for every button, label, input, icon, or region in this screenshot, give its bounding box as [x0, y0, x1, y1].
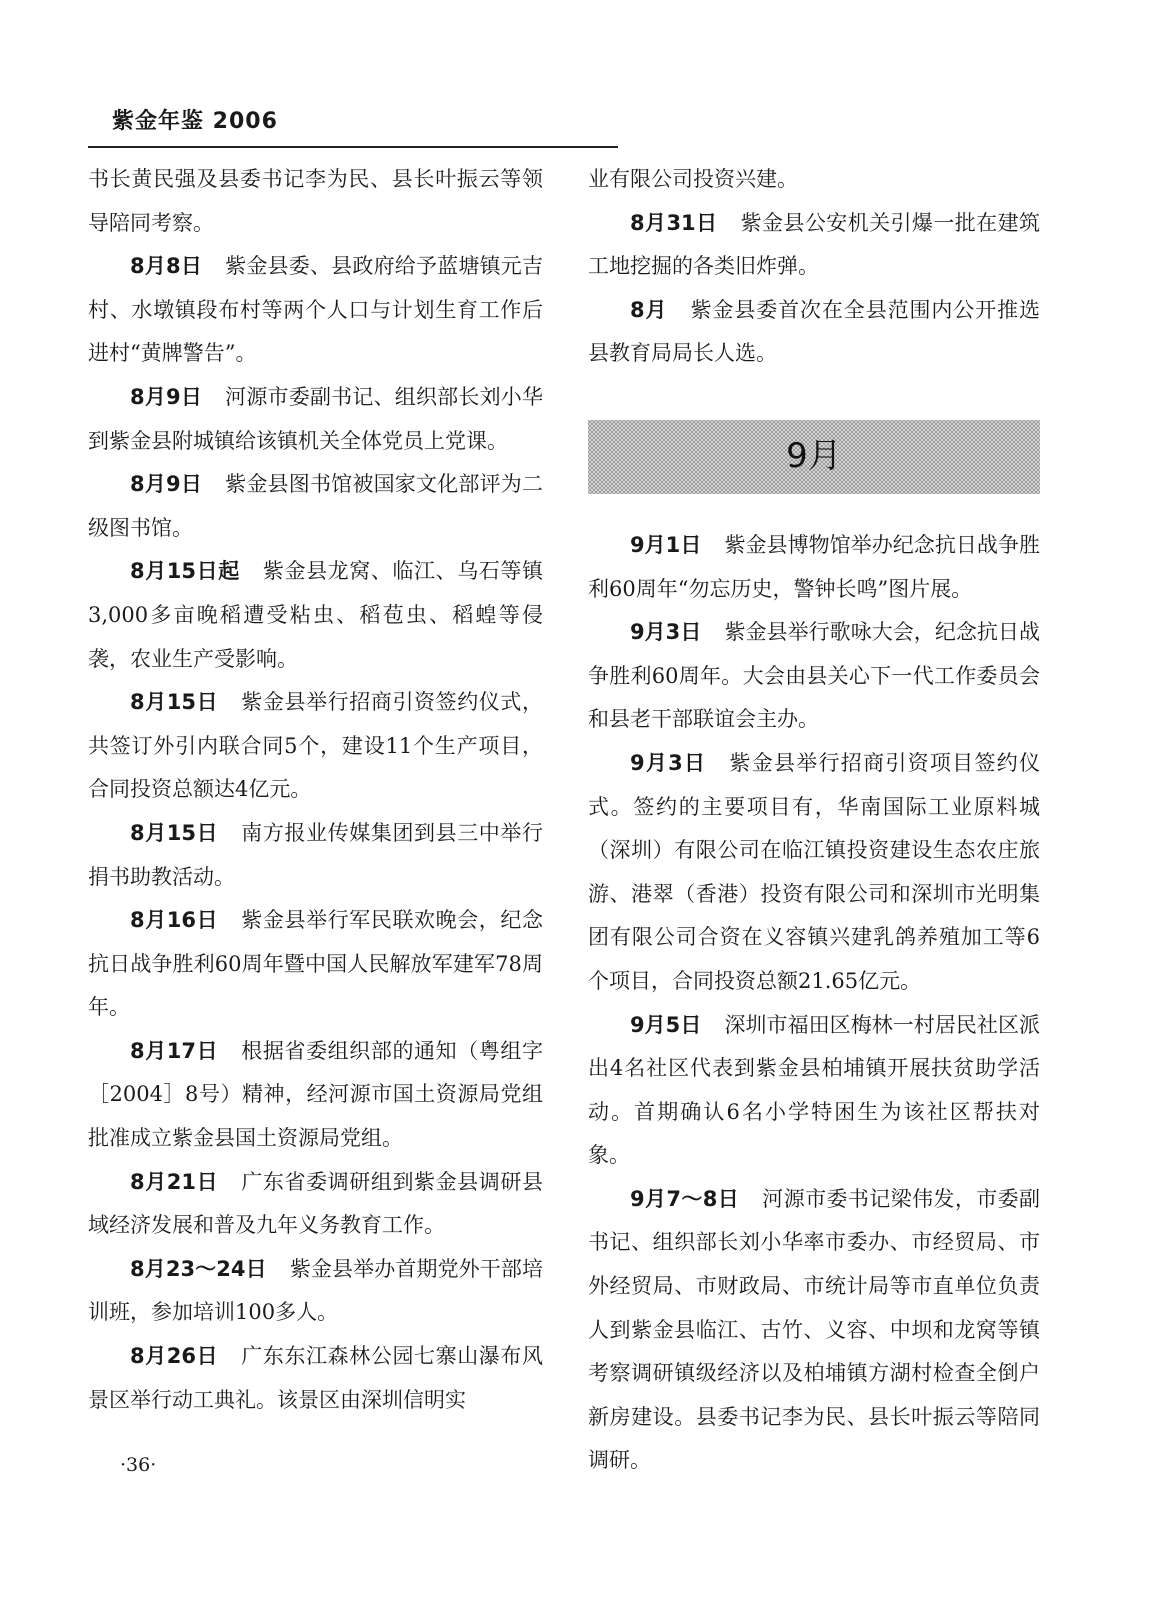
entry-text: 南方报业传媒集团到县三中举行捐书助教活动。	[88, 820, 543, 889]
entry-date: 8月31日	[630, 210, 718, 235]
entry-text: 紫金县举行招商引资项目签约仪式。签约的主要项目有，华南国际工业原料城（深圳）有限公司在临江镇投资建设生态农庄旅游、港翠（香港）投资有限公司和深圳市光明集团有限公司合资在义容镇兴建乳鸽养殖加工等6个项目，合同投资总额21.65亿元。	[588, 750, 1040, 993]
entry-date: 8月15日起	[130, 559, 240, 584]
entry-date: 9月3日	[630, 750, 707, 775]
entry-text: 紫金县举行军民联欢晚会，纪念抗日战争胜利60周年暨中国人民解放军建军78周年。	[88, 908, 543, 1020]
entry-text: 广东省委调研组到紫金县调研县域经济发展和普及九年义务教育工作。	[88, 1169, 543, 1238]
right-column	[588, 158, 1040, 1483]
page-number: ·36·	[120, 1454, 157, 1476]
header-rule	[88, 146, 618, 148]
entry	[588, 524, 1040, 611]
entry-text: 河源市委书记梁伟发，市委副书记、组织部长刘小华率市委办、市经贸局、市外经贸局、市财政局、市统计局等市直单位负责人到紫金县临江、古竹、义容、中坝和龙窝等镇考察调研镇级经济以及柏埔镇方湖村检查全倒户新房建设。县委书记李为民、县长叶振云等陪同调研。	[588, 1186, 1041, 1473]
month-heading: 9月	[786, 436, 842, 477]
entry-text: 广东东江森林公园七寨山瀑布风景区举行动工典礼。该景区由深圳信明实	[88, 1344, 543, 1412]
entry	[88, 812, 543, 899]
entry	[588, 742, 1040, 1004]
entry-text: 深圳市福田区梅林一村居民社区派出4名社区代表到紫金县柏埔镇开展扶贫助学活动。首期确认6名小学特困生为该社区帮扶对象。	[588, 1012, 1040, 1168]
entry-date: 8月16日	[130, 908, 219, 933]
entry-text: 紫金县委、县政府给予蓝塘镇元吉村、水墩镇段布村等两个人口与计划生育工作后进村“黄牌警告”。	[88, 254, 543, 366]
entry-text: 紫金县委首次在全县范围内公开推选县教育局局长人选。	[588, 297, 1040, 366]
entry-date: 9月1日	[630, 532, 702, 557]
entry	[588, 1178, 1040, 1483]
entry-date: 9月5日	[630, 1012, 702, 1037]
entry-date: 8月21日	[130, 1169, 219, 1194]
entry-text: 紫金县举行歌咏大会，纪念抗日战争胜利60周年。大会由县关心下一代工作委员会和县老干部联谊会主办。	[588, 620, 1040, 732]
entry	[88, 550, 543, 681]
entry	[88, 463, 543, 550]
entry-text: 河源市委副书记、组织部长刘小华到紫金县附城镇给该镇机关全体党员上党课。	[88, 384, 543, 453]
entry	[88, 1335, 543, 1422]
entry-date: 8月26日	[130, 1344, 219, 1369]
left-column	[88, 158, 543, 1422]
continuation-text: 业有限公司投资兴建。	[588, 167, 798, 191]
month-heading-box	[588, 420, 1040, 494]
entry	[588, 289, 1040, 376]
entry	[88, 245, 543, 376]
entry	[88, 1161, 543, 1248]
entry-date: 8月9日	[130, 472, 203, 497]
entry	[88, 899, 543, 1030]
entry-date: 8月23～24日	[130, 1256, 267, 1281]
entry-date: 8月8日	[130, 254, 203, 279]
entry-date: 8月15日	[130, 820, 219, 845]
entry-text: 紫金县博物馆举办纪念抗日战争胜利60周年“勿忘历史，警钟长鸣”图片展。	[588, 532, 1040, 601]
entry-date: 8月15日	[130, 690, 219, 715]
entry-text: 根据省委组织部的通知（粤组字［2004］8号）精神，经河源市国土资源局党组批准成立紫金县国土资源局党组。	[88, 1038, 543, 1151]
entry	[88, 376, 543, 463]
entry	[588, 1004, 1040, 1178]
entry-text: 紫金县举行招商引资签约仪式，共签订外引内联合同5个，建设11个生产项目，合同投资总额达4亿元。	[88, 690, 543, 802]
entry	[88, 1030, 543, 1161]
entry	[588, 611, 1040, 742]
entry-date: 9月3日	[630, 620, 702, 645]
entry-text: 紫金县举办首期党外干部培训班，参加培训100多人。	[88, 1256, 544, 1325]
entry-date: 8月	[630, 297, 668, 322]
continuation-text: 书长黄民强及县委书记李为民、县长叶振云等领导陪同考察。	[88, 167, 543, 235]
entry-text: 紫金县图书馆被国家文化部评为二级图书馆。	[88, 472, 543, 540]
entry	[588, 202, 1040, 289]
entry-date: 8月17日	[130, 1038, 219, 1063]
entry-text: 紫金县公安机关引爆一批在建筑工地挖掘的各类旧炸弹。	[588, 210, 1040, 279]
entry	[88, 1248, 543, 1335]
entry-date: 9月7～8日	[630, 1186, 740, 1211]
entry	[88, 681, 543, 812]
entry-text: 紫金县龙窝、临江、乌石等镇3,000多亩晚稻遭受粘虫、稻苞虫、稻蝗等侵袭，农业生产受影响。	[88, 559, 543, 671]
entry-date: 8月9日	[130, 384, 203, 409]
running-header-title: 紫金年鉴 2006	[112, 109, 278, 134]
